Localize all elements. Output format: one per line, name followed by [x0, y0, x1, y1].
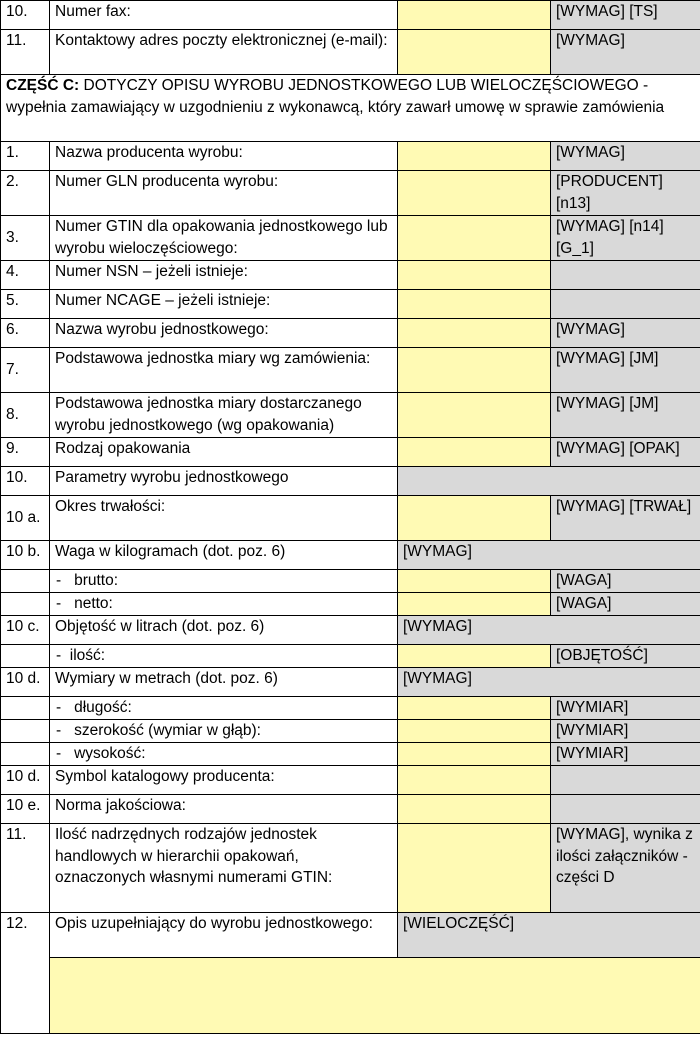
row-number: 4. — [1, 261, 50, 290]
input-cell[interactable] — [398, 319, 551, 348]
row-label: Objętość w litrach (dot. poz. 6) — [50, 616, 398, 645]
table-row — [1, 142, 700, 171]
table-row — [1, 319, 700, 348]
row-label: Opis uzupełniający do wyrobu jednostkowego: — [50, 913, 398, 958]
tag-cell: [WYMIAR] — [551, 697, 700, 720]
row-label: Rodzaj opakowania — [50, 438, 398, 467]
tag-cell: [WYMAG] — [551, 30, 700, 75]
tag-cell: [WYMIAR] — [551, 720, 700, 743]
input-cell[interactable] — [398, 645, 551, 668]
tag-cell: [PRODUCENT] [n13] — [551, 171, 700, 216]
tag-cell: [WYMAG] [n14] [G_1] — [551, 216, 700, 261]
row-label: Parametry wyrobu jednostkowego — [50, 467, 398, 496]
input-cell[interactable] — [398, 216, 551, 261]
row-number: 6. — [1, 319, 50, 348]
input-cell[interactable] — [398, 697, 551, 720]
table-row — [1, 958, 700, 1034]
table-row — [1, 261, 700, 290]
row-label: - ilość: — [50, 645, 398, 668]
row-label: - długość: — [50, 697, 398, 720]
row-label: Podstawowa jednostka miary dostarczanego wyrobu jednostkowego (wg opakowania) — [50, 393, 398, 438]
input-cell[interactable] — [398, 743, 551, 766]
tag-cell — [551, 261, 700, 290]
tag-cell: [WYMAG] — [398, 616, 700, 645]
row-number: 10 d. — [1, 668, 50, 697]
row-label: - netto: — [50, 593, 398, 616]
row-label: Numer GTIN dla opakowania jednostkowego lub wyrobu wieloczęściowego: — [50, 216, 398, 261]
row-number — [1, 645, 50, 668]
tag-cell — [551, 795, 700, 824]
table-row — [1, 593, 700, 616]
section-description: DOTYCZY OPISU WYROBU JEDNOSTKOWEGO LUB WIELOCZĘŚCIOWEGO - wypełnia zamawiający w uzgodnieniu z wykonawcą, który zawarł umowę w sprawie zamówienia — [6, 77, 665, 116]
row-label: Kontaktowy adres poczty elektronicznej (e-mail): — [50, 30, 398, 75]
table-row — [1, 766, 700, 795]
table-row — [1, 570, 700, 593]
input-cell[interactable] — [398, 142, 551, 171]
table-row — [1, 668, 700, 697]
input-cell[interactable] — [398, 795, 551, 824]
input-cell[interactable] — [398, 593, 551, 616]
tag-cell: [WAGA] — [551, 593, 700, 616]
tag-cell: [WIELOCZĘŚĆ] — [398, 913, 700, 958]
table-row — [1, 795, 700, 824]
row-number: 11. — [1, 30, 50, 75]
table-row — [1, 541, 700, 570]
tag-cell: [WAGA] — [551, 570, 700, 593]
row-label: - brutto: — [50, 570, 398, 593]
tag-cell — [398, 467, 700, 496]
table-row — [1, 720, 700, 743]
table-row — [1, 348, 700, 393]
tag-cell: [WYMAG] [JM] — [551, 348, 700, 393]
row-label: Okres trwałości: — [50, 496, 398, 541]
row-label: Podstawowa jednostka miary wg zamówienia: — [50, 348, 398, 393]
row-number: 5. — [1, 290, 50, 319]
row-number — [1, 720, 50, 743]
table-row — [1, 1, 700, 30]
row-label: Norma jakościowa: — [50, 795, 398, 824]
section-header-row — [1, 75, 700, 142]
row-number: 3. — [1, 216, 50, 261]
input-cell[interactable] — [398, 824, 551, 913]
tag-cell: [WYMAG] [TS] — [551, 1, 700, 30]
input-cell[interactable] — [398, 30, 551, 75]
table-row — [1, 824, 700, 913]
row-number — [1, 593, 50, 616]
table-row — [1, 393, 700, 438]
row-number: 10 d. — [1, 766, 50, 795]
row-label: Numer fax: — [50, 1, 398, 30]
row-number — [1, 743, 50, 766]
description-input[interactable] — [50, 958, 700, 1034]
tag-cell: [WYMIAR] — [551, 743, 700, 766]
section-title: CZĘŚĆ C: — [6, 77, 80, 94]
row-label: Numer GLN producenta wyrobu: — [50, 171, 398, 216]
row-number: 10 b. — [1, 541, 50, 570]
row-label: Nazwa producenta wyrobu: — [50, 142, 398, 171]
input-cell[interactable] — [398, 570, 551, 593]
input-cell[interactable] — [398, 171, 551, 216]
input-cell[interactable] — [398, 438, 551, 467]
row-label: Nazwa wyrobu jednostkowego: — [50, 319, 398, 348]
tag-cell: [WYMAG] — [398, 668, 700, 697]
tag-cell: [WYMAG] — [398, 541, 700, 570]
tag-cell — [551, 290, 700, 319]
row-label: Numer NSN – jeżeli istnieje: — [50, 261, 398, 290]
row-number: 8. — [1, 393, 50, 438]
row-label: - wysokość: — [50, 743, 398, 766]
row-number: 1. — [1, 142, 50, 171]
tag-cell: [WYMAG] [JM] — [551, 393, 700, 438]
row-number: 11. — [1, 824, 50, 913]
table-row — [1, 30, 700, 75]
table-row — [1, 645, 700, 668]
table-row — [1, 467, 700, 496]
row-label: Symbol katalogowy producenta: — [50, 766, 398, 795]
table-row — [1, 743, 700, 766]
table-row — [1, 216, 700, 261]
input-cell[interactable] — [398, 348, 551, 393]
tag-cell: [WYMAG] — [551, 142, 700, 171]
input-cell[interactable] — [398, 1, 551, 30]
row-number: 10. — [1, 1, 50, 30]
table-row — [1, 438, 700, 467]
table-row — [1, 616, 700, 645]
row-number: 10 e. — [1, 795, 50, 824]
input-cell[interactable] — [398, 720, 551, 743]
row-number: 10 c. — [1, 616, 50, 645]
row-label: Ilość nadrzędnych rodzajów jednostek handlowych w hierarchii opakowań, oznaczonych własnymi numerami GTIN: — [50, 824, 398, 913]
row-number: 9. — [1, 438, 50, 467]
tag-cell: [WYMAG] — [551, 319, 700, 348]
row-number: 10 a. — [1, 496, 50, 541]
section-header — [1, 75, 700, 142]
row-label: Wymiary w metrach (dot. poz. 6) — [50, 668, 398, 697]
row-number — [1, 570, 50, 593]
row-number — [1, 697, 50, 720]
table-row — [1, 171, 700, 216]
tag-cell: [OBJĘTOŚĆ] — [551, 645, 700, 668]
table-row — [1, 290, 700, 319]
table-row — [1, 697, 700, 720]
tag-cell: [WYMAG], wynika z ilości załączników - części D — [551, 824, 700, 913]
input-cell[interactable] — [398, 393, 551, 438]
input-cell[interactable] — [398, 290, 551, 319]
row-number: 12. — [1, 913, 50, 1034]
row-number: 2. — [1, 171, 50, 216]
tag-cell — [551, 766, 700, 795]
row-label: - szerokość (wymiar w głąb): — [50, 720, 398, 743]
table-row — [1, 496, 700, 541]
row-label: Waga w kilogramach (dot. poz. 6) — [50, 541, 398, 570]
input-cell[interactable] — [398, 261, 551, 290]
tag-cell: [WYMAG] [OPAK] — [551, 438, 700, 467]
row-label: Numer NCAGE – jeżeli istnieje: — [50, 290, 398, 319]
tag-cell: [WYMAG] [TRWAŁ] — [551, 496, 700, 541]
row-number: 7. — [1, 348, 50, 393]
table-row — [1, 913, 700, 958]
input-cell[interactable] — [398, 766, 551, 795]
row-number: 10. — [1, 467, 50, 496]
input-cell[interactable] — [398, 496, 551, 541]
